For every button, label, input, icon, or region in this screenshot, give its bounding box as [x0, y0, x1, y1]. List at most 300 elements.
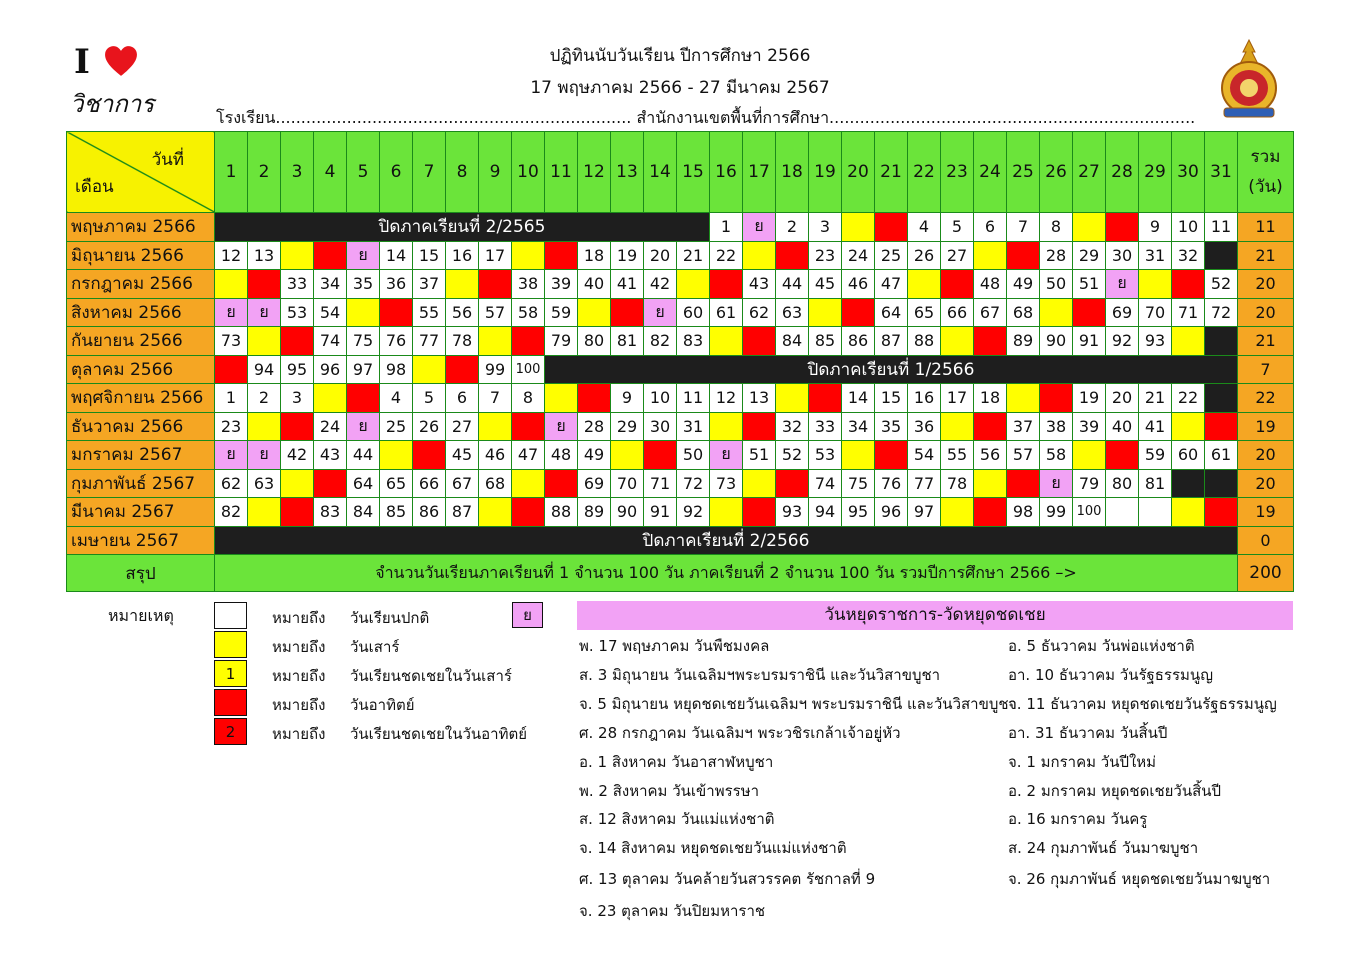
saturday-cell — [809, 298, 842, 327]
saturday-cell — [908, 270, 941, 299]
school-day-cell: 36 — [380, 270, 413, 299]
school-day-cell: 66 — [941, 298, 974, 327]
school-day-cell: 63 — [248, 469, 281, 498]
school-day-cell: 74 — [314, 327, 347, 356]
legend-heading: หมายเหตุ — [108, 606, 174, 625]
school-day-cell: 84 — [347, 498, 380, 527]
school-day-cell: 63 — [776, 298, 809, 327]
saturday-cell — [1073, 441, 1106, 470]
holiday-item: อา. 10 ธันวาคม วันรัฐธรรมนูญ — [1008, 666, 1213, 684]
school-day-cell: 28 — [578, 412, 611, 441]
legend-swatch — [214, 689, 247, 716]
school-day-cell: 96 — [875, 498, 908, 527]
saturday-cell — [446, 270, 479, 299]
day-header: 8 — [446, 132, 479, 213]
closed-period: ปิดภาคเรียนที่ 2/2566 — [215, 526, 1238, 555]
school-day-cell: 34 — [842, 412, 875, 441]
school-day-cell: 60 — [677, 298, 710, 327]
school-day-cell: 65 — [380, 469, 413, 498]
school-day-cell: 39 — [545, 270, 578, 299]
school-day-cell: 30 — [1106, 241, 1139, 270]
empty-cell — [1139, 498, 1172, 527]
school-day-cell: 68 — [479, 469, 512, 498]
school-day-cell: 67 — [974, 298, 1007, 327]
school-day-cell: 9 — [611, 384, 644, 413]
school-day-cell: 10 — [644, 384, 677, 413]
summary-row — [67, 555, 1294, 592]
calendar-header-row — [67, 132, 1294, 213]
school-day-cell: 17 — [941, 384, 974, 413]
school-day-cell: 53 — [281, 298, 314, 327]
school-day-cell: 6 — [446, 384, 479, 413]
school-day-cell: 23 — [215, 412, 248, 441]
school-day-cell: 88 — [545, 498, 578, 527]
saturday-cell — [512, 469, 545, 498]
saturday-cell — [545, 384, 578, 413]
school-day-cell: 22 — [710, 241, 743, 270]
school-day-cell: 87 — [446, 498, 479, 527]
legend-swatch: 1 — [214, 660, 247, 687]
logo-word: วิชาการ — [70, 90, 155, 118]
school-day-cell: 61 — [710, 298, 743, 327]
legend-text: วันอาทิตย์ — [350, 696, 415, 714]
school-day-cell: 53 — [809, 441, 842, 470]
school-day-cell: 98 — [1007, 498, 1040, 527]
holiday-item: จ. 11 ธันวาคม หยุดชดเชยวันรัฐธรรมนูญ — [1008, 695, 1277, 713]
day-header: 21 — [875, 132, 908, 213]
holiday-cell: ย — [545, 412, 578, 441]
legend-text: วันเรียนชดเชยในวันอาทิตย์ — [350, 725, 528, 743]
saturday-cell — [1172, 327, 1205, 356]
school-day-cell: 21 — [677, 241, 710, 270]
school-day-cell: 11 — [677, 384, 710, 413]
legend-swatch — [214, 631, 247, 658]
blank-day-cell — [1205, 327, 1238, 356]
school-day-cell: 19 — [611, 241, 644, 270]
day-header: 23 — [941, 132, 974, 213]
school-day-cell: 41 — [611, 270, 644, 299]
school-day-cell: 82 — [215, 498, 248, 527]
saturday-cell — [974, 241, 1007, 270]
school-day-cell: 60 — [1172, 441, 1205, 470]
saturday-cell — [314, 384, 347, 413]
sunday-cell — [1205, 412, 1238, 441]
school-day-cell: 20 — [1106, 384, 1139, 413]
school-day-cell: 62 — [215, 469, 248, 498]
sunday-cell — [281, 327, 314, 356]
holiday-cell: ย — [347, 412, 380, 441]
school-day-cell: 25 — [875, 241, 908, 270]
school-day-cell: 86 — [413, 498, 446, 527]
school-calendar-table — [66, 131, 1294, 592]
school-day-cell: 77 — [908, 469, 941, 498]
school-day-cell: 55 — [941, 441, 974, 470]
school-day-cell: 32 — [776, 412, 809, 441]
month-row — [67, 298, 1294, 327]
saturday-cell — [710, 498, 743, 527]
month-row — [67, 469, 1294, 498]
month-label: ตุลาคม 2566 — [67, 355, 215, 384]
school-day-cell: 10 — [1172, 213, 1205, 242]
school-day-cell: 24 — [842, 241, 875, 270]
holiday-legend-box: ย — [512, 602, 543, 628]
sunday-cell — [1106, 441, 1139, 470]
month-total: 20 — [1238, 441, 1294, 470]
school-day-cell: 4 — [380, 384, 413, 413]
school-day-cell: 80 — [1106, 469, 1139, 498]
school-day-cell: 81 — [1139, 469, 1172, 498]
holiday-item: ส. 12 สิงหาคม วันแม่แห่งชาติ — [579, 810, 775, 828]
saturday-cell — [1139, 270, 1172, 299]
school-day-cell: 12 — [710, 384, 743, 413]
holiday-cell: ย — [1040, 469, 1073, 498]
school-day-cell: 64 — [347, 469, 380, 498]
holiday-item: ส. 3 มิถุนายน วันเฉลิมฯพระบรมราชินี และวันวิสาขบูชา — [579, 666, 941, 684]
school-day-cell: 41 — [1139, 412, 1172, 441]
month-label: กุมภาพันธ์ 2567 — [67, 469, 215, 498]
school-day-cell: 66 — [413, 469, 446, 498]
school-day-cell: 70 — [611, 469, 644, 498]
day-header: 26 — [1040, 132, 1073, 213]
saturday-cell — [479, 412, 512, 441]
school-day-cell: 75 — [842, 469, 875, 498]
school-day-cell: 46 — [479, 441, 512, 470]
legend-swatch — [214, 602, 247, 629]
school-day-cell: 100 — [512, 355, 545, 384]
school-day-cell: 29 — [1073, 241, 1106, 270]
school-day-cell: 7 — [479, 384, 512, 413]
school-day-cell: 93 — [776, 498, 809, 527]
day-header: 27 — [1073, 132, 1106, 213]
calendar-title: ปฏิทินนับวันเรียน ปีการศึกษา 2566 — [549, 46, 811, 66]
school-day-cell: 27 — [941, 241, 974, 270]
holiday-item: จ. 26 กุมภาพันธ์ หยุดชดเชยวันมาฆบูชา — [1008, 870, 1271, 888]
saturday-cell — [1073, 213, 1106, 242]
school-day-cell: 81 — [611, 327, 644, 356]
legend-means: หมายถึง — [272, 638, 326, 656]
school-day-cell: 52 — [1205, 270, 1238, 299]
school-day-cell: 56 — [974, 441, 1007, 470]
day-header: 9 — [479, 132, 512, 213]
saturday-cell — [347, 298, 380, 327]
school-day-cell: 32 — [1172, 241, 1205, 270]
school-day-cell: 97 — [908, 498, 941, 527]
school-day-cell: 47 — [512, 441, 545, 470]
holiday-cell: ย — [248, 298, 281, 327]
school-day-cell: 28 — [1040, 241, 1073, 270]
school-day-cell: 36 — [908, 412, 941, 441]
sunday-cell — [875, 441, 908, 470]
sunday-cell — [314, 241, 347, 270]
month-label: กรกฎาคม 2566 — [67, 270, 215, 299]
holiday-item: อ. 2 มกราคม หยุดชดเชยวันสิ้นปี — [1008, 782, 1222, 800]
holiday-cell: ย — [743, 213, 776, 242]
sunday-cell — [248, 270, 281, 299]
school-day-cell: 69 — [578, 469, 611, 498]
day-header: 25 — [1007, 132, 1040, 213]
school-day-cell: 30 — [644, 412, 677, 441]
saturday-cell — [941, 498, 974, 527]
school-day-cell: 69 — [1106, 298, 1139, 327]
holiday-cell: ย — [215, 298, 248, 327]
sunday-cell — [941, 270, 974, 299]
school-day-cell: 25 — [380, 412, 413, 441]
school-day-cell: 18 — [974, 384, 1007, 413]
month-label: มกราคม 2567 — [67, 441, 215, 470]
school-day-cell: 14 — [380, 241, 413, 270]
school-day-cell: 76 — [875, 469, 908, 498]
school-day-cell: 6 — [974, 213, 1007, 242]
sunday-cell — [776, 469, 809, 498]
school-day-cell: 46 — [842, 270, 875, 299]
day-header: 15 — [677, 132, 710, 213]
school-day-cell: 40 — [1106, 412, 1139, 441]
school-day-cell: 24 — [314, 412, 347, 441]
school-day-cell: 34 — [314, 270, 347, 299]
empty-cell — [1106, 498, 1139, 527]
sunday-cell — [512, 412, 545, 441]
day-header: 12 — [578, 132, 611, 213]
day-header: 16 — [710, 132, 743, 213]
school-day-cell: 15 — [875, 384, 908, 413]
school-day-cell: 85 — [809, 327, 842, 356]
school-day-cell: 84 — [776, 327, 809, 356]
sunday-cell — [1172, 270, 1205, 299]
school-day-cell: 54 — [314, 298, 347, 327]
sunday-cell — [743, 498, 776, 527]
sunday-cell — [809, 384, 842, 413]
school-day-cell: 90 — [1040, 327, 1073, 356]
corner-month-label: เดือน — [75, 177, 114, 197]
school-day-cell: 95 — [842, 498, 875, 527]
school-day-cell: 97 — [347, 355, 380, 384]
school-day-cell: 33 — [809, 412, 842, 441]
saturday-cell — [710, 412, 743, 441]
saturday-cell — [512, 241, 545, 270]
school-day-cell: 76 — [380, 327, 413, 356]
school-day-cell: 2 — [776, 213, 809, 242]
school-day-cell: 51 — [1073, 270, 1106, 299]
school-day-cell: 35 — [347, 270, 380, 299]
school-day-cell: 5 — [941, 213, 974, 242]
school-day-cell: 73 — [710, 469, 743, 498]
blank-day-cell — [1205, 241, 1238, 270]
school-day-cell: 90 — [611, 498, 644, 527]
sunday-cell — [347, 384, 380, 413]
sunday-cell — [1205, 498, 1238, 527]
holiday-item: จ. 23 ตุลาคม วันปิยมหาราช — [579, 902, 766, 920]
month-total: 20 — [1238, 270, 1294, 299]
school-day-cell: 91 — [644, 498, 677, 527]
school-day-cell: 14 — [842, 384, 875, 413]
total-header-label: รวม — [1250, 147, 1281, 167]
closed-period: ปิดภาคเรียนที่ 1/2566 — [545, 355, 1238, 384]
school-day-cell: 43 — [314, 441, 347, 470]
holiday-cell: ย — [1106, 270, 1139, 299]
school-day-cell: 87 — [875, 327, 908, 356]
day-header: 4 — [314, 132, 347, 213]
sunday-cell — [545, 469, 578, 498]
sunday-cell — [743, 412, 776, 441]
school-day-cell: 55 — [413, 298, 446, 327]
school-day-cell: 26 — [908, 241, 941, 270]
month-row — [67, 384, 1294, 413]
sunday-cell — [512, 327, 545, 356]
saturday-cell — [842, 441, 875, 470]
saturday-cell — [1172, 498, 1205, 527]
school-day-cell: 2 — [248, 384, 281, 413]
saturday-cell — [743, 241, 776, 270]
sunday-cell — [512, 498, 545, 527]
corner-day-label: วันที่ — [151, 150, 184, 170]
day-header: 31 — [1205, 132, 1238, 213]
month-label: สิงหาคม 2566 — [67, 298, 215, 327]
holiday-cell: ย — [347, 241, 380, 270]
legend-means: หมายถึง — [272, 696, 326, 714]
saturday-cell — [710, 327, 743, 356]
school-day-cell: 67 — [446, 469, 479, 498]
school-day-cell: 3 — [809, 213, 842, 242]
school-day-cell: 13 — [248, 241, 281, 270]
school-day-cell: 16 — [908, 384, 941, 413]
sunday-cell — [743, 327, 776, 356]
day-header: 14 — [644, 132, 677, 213]
date-range: 17 พฤษภาคม 2566 - 27 มีนาคม 2567 — [530, 78, 830, 98]
month-total: 7 — [1238, 355, 1294, 384]
saturday-cell — [248, 327, 281, 356]
blank-day-cell — [1205, 469, 1238, 498]
school-day-cell: 19 — [1073, 384, 1106, 413]
school-day-cell: 26 — [413, 412, 446, 441]
school-day-cell: 38 — [1040, 412, 1073, 441]
legend-text: วันเรียนชดเชยในวันเสาร์ — [350, 667, 512, 685]
heart-icon — [104, 45, 138, 77]
school-day-cell: 62 — [743, 298, 776, 327]
school-day-cell: 72 — [1205, 298, 1238, 327]
day-header: 30 — [1172, 132, 1205, 213]
sunday-cell — [776, 241, 809, 270]
school-day-cell: 5 — [413, 384, 446, 413]
school-day-cell: 48 — [974, 270, 1007, 299]
day-header: 20 — [842, 132, 875, 213]
day-header: 22 — [908, 132, 941, 213]
school-day-cell: 54 — [908, 441, 941, 470]
school-day-cell: 50 — [677, 441, 710, 470]
school-day-cell: 39 — [1073, 412, 1106, 441]
school-day-cell: 79 — [1073, 469, 1106, 498]
school-day-cell: 72 — [677, 469, 710, 498]
month-total: 11 — [1238, 213, 1294, 242]
legend-text: วันเสาร์ — [350, 638, 400, 656]
holiday-item: อ. 1 สิงหาคม วันอาสาฬหบูชา — [579, 753, 774, 771]
school-day-cell: 4 — [908, 213, 941, 242]
school-day-cell: 42 — [281, 441, 314, 470]
holiday-item: อา. 31 ธันวาคม วันสิ้นปี — [1008, 724, 1168, 742]
school-day-cell: 9 — [1139, 213, 1172, 242]
holiday-item: จ. 14 สิงหาคม หยุดชดเชยวันแม่แห่งชาติ — [579, 839, 847, 857]
school-day-cell: 50 — [1040, 270, 1073, 299]
day-header: 10 — [512, 132, 545, 213]
saturday-cell — [479, 327, 512, 356]
day-header: 28 — [1106, 132, 1139, 213]
school-day-cell: 100 — [1073, 498, 1106, 527]
saturday-cell — [578, 298, 611, 327]
school-day-cell: 31 — [677, 412, 710, 441]
school-day-cell: 70 — [1139, 298, 1172, 327]
saturday-cell — [215, 270, 248, 299]
month-total: 19 — [1238, 412, 1294, 441]
saturday-cell — [1007, 384, 1040, 413]
school-day-cell: 71 — [1172, 298, 1205, 327]
legend-swatch: 2 — [214, 718, 247, 745]
month-total: 19 — [1238, 498, 1294, 527]
school-day-cell: 98 — [380, 355, 413, 384]
school-day-cell: 59 — [1139, 441, 1172, 470]
saturday-cell — [1040, 298, 1073, 327]
school-day-cell: 68 — [1007, 298, 1040, 327]
legend-text: วันเรียนปกติ — [350, 609, 430, 627]
sunday-cell — [1040, 384, 1073, 413]
school-day-cell: 1 — [710, 213, 743, 242]
day-header: 24 — [974, 132, 1007, 213]
school-day-cell: 45 — [809, 270, 842, 299]
month-row — [67, 327, 1294, 356]
day-header: 13 — [611, 132, 644, 213]
blank-day-cell — [1172, 469, 1205, 498]
school-day-cell: 56 — [446, 298, 479, 327]
day-header: 19 — [809, 132, 842, 213]
school-day-cell: 49 — [578, 441, 611, 470]
day-header: 5 — [347, 132, 380, 213]
school-day-cell: 92 — [677, 498, 710, 527]
legend-means: หมายถึง — [272, 609, 326, 627]
saturday-cell — [842, 213, 875, 242]
school-day-cell: 61 — [1205, 441, 1238, 470]
month-total: 0 — [1238, 526, 1294, 555]
sunday-cell — [611, 298, 644, 327]
month-label: มีนาคม 2567 — [67, 498, 215, 527]
sunday-cell — [1007, 241, 1040, 270]
month-label: เมษายน 2567 — [67, 526, 215, 555]
sunday-cell — [974, 327, 1007, 356]
day-header: 11 — [545, 132, 578, 213]
day-header: 18 — [776, 132, 809, 213]
school-day-cell: 57 — [479, 298, 512, 327]
school-day-cell: 15 — [413, 241, 446, 270]
school-day-cell: 45 — [446, 441, 479, 470]
school-day-cell: 3 — [281, 384, 314, 413]
school-day-cell: 17 — [479, 241, 512, 270]
school-day-cell: 48 — [545, 441, 578, 470]
school-day-cell: 93 — [1139, 327, 1172, 356]
sunday-cell — [644, 441, 677, 470]
month-total: 22 — [1238, 384, 1294, 413]
summary-label: สรุป — [67, 555, 215, 592]
school-day-cell: 89 — [578, 498, 611, 527]
day-header: 2 — [248, 132, 281, 213]
school-day-cell: 57 — [1007, 441, 1040, 470]
sunday-cell — [974, 412, 1007, 441]
saturday-cell — [974, 469, 1007, 498]
school-day-cell: 82 — [644, 327, 677, 356]
holiday-cell: ย — [215, 441, 248, 470]
school-day-cell: 83 — [314, 498, 347, 527]
school-day-cell: 73 — [215, 327, 248, 356]
school-day-cell: 75 — [347, 327, 380, 356]
month-label: ธันวาคม 2566 — [67, 412, 215, 441]
month-row — [67, 412, 1294, 441]
sunday-cell — [446, 355, 479, 384]
